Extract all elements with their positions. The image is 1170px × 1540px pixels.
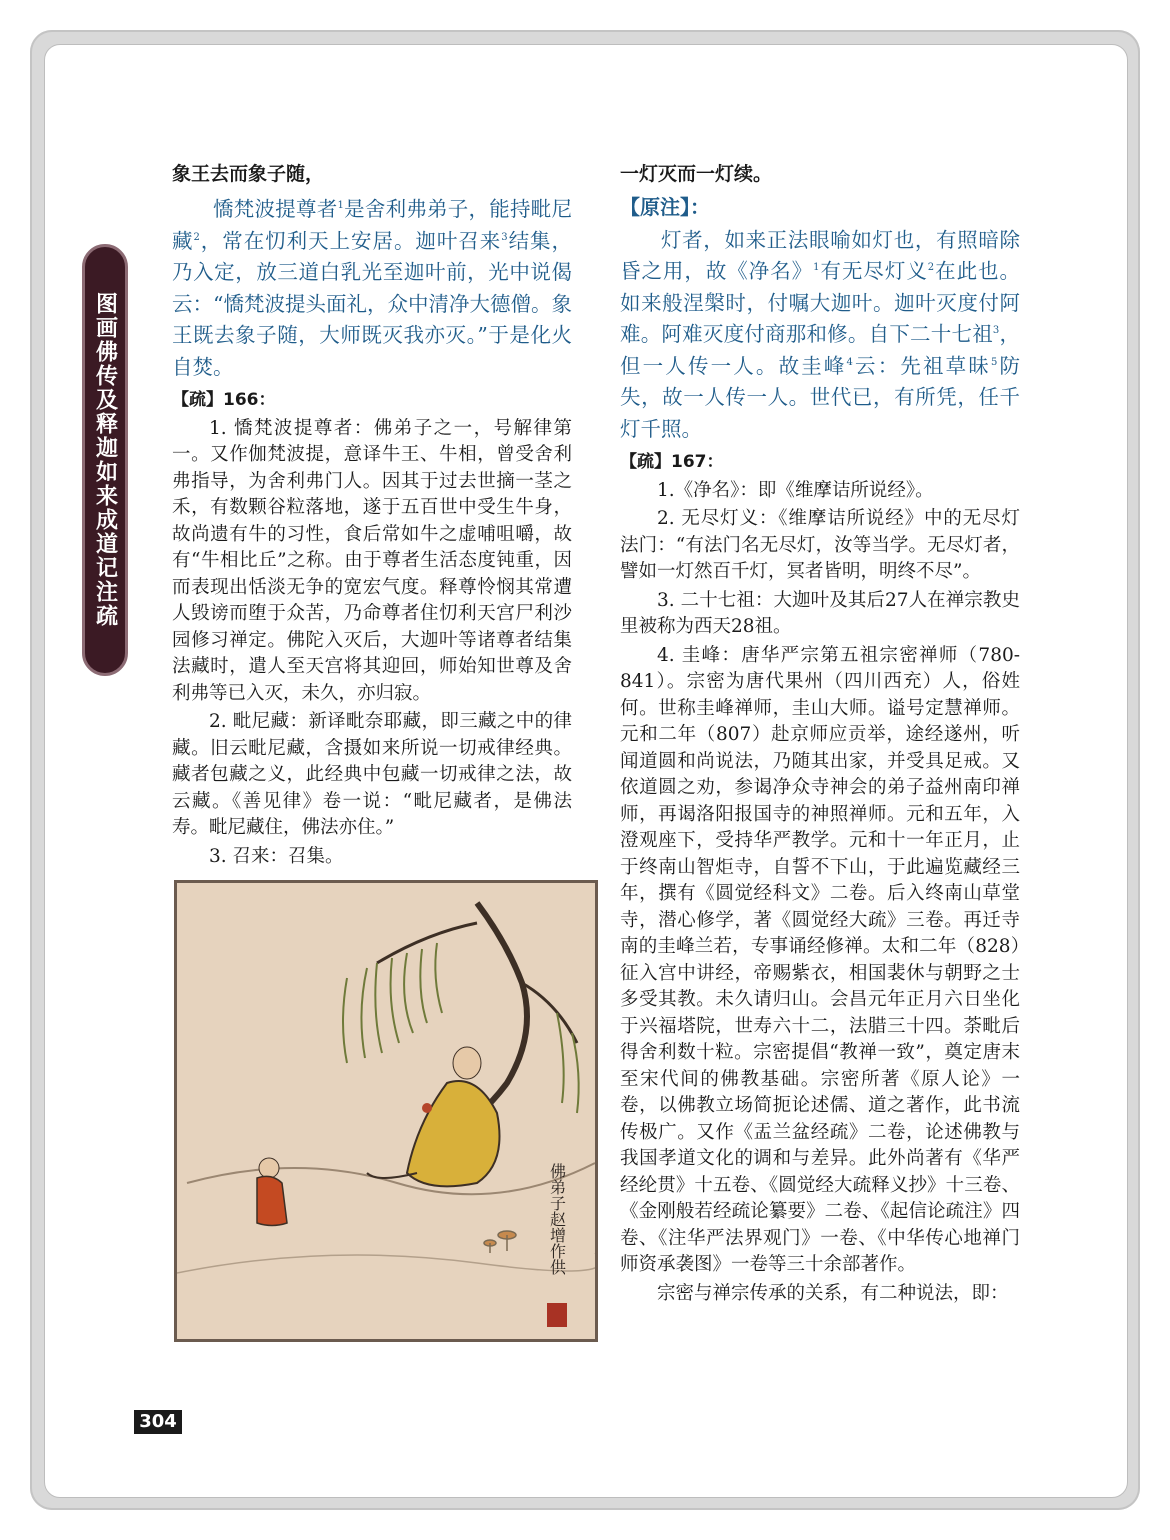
left-shu-label: 【疏】166： (172, 390, 276, 410)
right-verse: 一灯灭而一灯续。 (620, 163, 773, 185)
side-title-tab (82, 244, 128, 676)
right-shu-label: 【疏】167： (620, 452, 724, 472)
seal-stamp (547, 1303, 567, 1327)
right-note-5: 宗密与禅宗传承的关系，有二种说法，即： (657, 1282, 1009, 1304)
left-note-2: 2. 毗尼藏：新译毗奈耶藏，即三藏之中的律藏。旧云毗尼藏，含摄如来所说一切戒律经典。藏者包藏之义，此经典中包藏一切戒律之法，故云藏。《善见律》卷一说：“毗尼藏者，是佛法寿。毗尼藏住，佛法亦住。” (172, 711, 572, 838)
painting-illustration (177, 883, 595, 1339)
painting (174, 880, 598, 1342)
right-column (620, 160, 1020, 1309)
page-number: 304 (134, 1410, 182, 1434)
right-note-2: 2. 无尽灯义：《维摩诘所说经》中的无尽灯法门：“有法门名无尽灯，汝等当学。无尽灯者，譬如一灯然百千灯，冥者皆明，明终不尽”。 (620, 508, 1020, 582)
right-note-4: 4. 圭峰：唐华严宗第五祖宗密禅师（780-841）。宗密为唐代果州（四川西充）人，俗姓何。世称圭峰禅师，圭山大师。谥号定慧禅师。元和二年（807）赴京师应贡举，途经遂州，听闻道圆和尚说法，乃随其出家，并受具足戒。又依道圆之劝，参谒净众寺神会的弟子益州南印禅师，再谒洛阳报国寺的神照禅师。元和五年，入澄观座下，受持华严教学。元和十一年正月，止于终南山智炬寺，自誓不下山，于此遍览藏经三年，撰有《圆觉经科文》二卷。后入终南山草堂寺，潜心修学，著《圆觉经大疏》三卷。再迁寺南的圭峰兰若，专事诵经修禅。太和二年（828）征入宫中讲经，帝赐紫衣，相国裴休与朝野之士多受其教。未久请归山。会昌元年正月六日坐化于兴福塔院，世寿六十二，法腊三十四。荼毗后得舍利数十粒。宗密提倡“教禅一致”，奠定唐末至宋代间的佛教基础。宗密所著《原人论》一卷，以佛教立场简扼论述儒、道之著作，此书流传极广。又作《盂兰盆经疏》二卷，论述佛教与我国孝道文化的调和与差异。此外尚著有《华严经纶贯》十五卷、《圆觉经大疏释义抄》十三卷、《金刚般若经疏论纂要》二卷、《起信论疏注》四卷、《注华严法界观门》一卷、《中华传心地禅门师资承袭图》一卷等三十余部著作。 (620, 644, 1020, 1275)
side-title: 图画佛传及释迦如来成道记注疏 (92, 292, 118, 628)
left-verse: 象王去而象子随， (172, 163, 325, 185)
left-note-3: 3. 召来：召集。 (209, 845, 344, 867)
left-note-1: 1. 憍梵波提尊者：佛弟子之一，号解律第一。又作伽梵波提，意译牛王、牛相，曾受舍利弗指导，为舍利弗门人。因其于过去世摘一茎之禾，有数颗谷粒落地，遂于五百世中受生牛身，故尚遗有牛的习性，食后常如牛之虚哺咀嚼，故有“牛相比丘”之称。由于尊者生活态度钝重，因而表现出恬淡无争的宽宏气度。释尊怜悯其常遭人毁谤而堕于众苦，乃命尊者住忉利天宫尸利沙园修习禅定。佛陀入灭后，大迦叶等诸尊者结集法藏时，遣人至天宫将其迎回，师始知世尊及舍利弗等已入灭，未久，亦归寂。 (172, 417, 572, 704)
left-column (172, 160, 572, 872)
right-main-text: 灯者，如来正法眼喻如灯也，有照暗除昏之用，故《净名》$^1$有无尽灯义$^2$在此也。如来般涅槃时，付嘱大迦叶。迦叶灭度付阿难。阿难灭度付商那和修。自下二十七祖$^3$，但一人传一人。故圭峰$^4$云：先祖草昧$^5$防失，故一人传一人。世代已，有所凭，任千灯千照。 (620, 227, 1021, 441)
right-note-1: 1.《净名》：即《维摩诘所说经》。 (657, 479, 934, 501)
right-yuan-label: 【原注】： (620, 195, 710, 219)
painting-inscription: 佛弟子赵增作供 (547, 1163, 567, 1275)
right-note-3: 3. 二十七祖：大迦叶及其后27人在禅宗教史里被称为西天28祖。 (620, 589, 1020, 637)
left-main-text: 憍梵波提尊者$^1$是舍利弗弟子，能持毗尼藏$^2$，常在忉利天上安居。迦叶召来$^3$结集，乃入定，放三道白乳光至迦叶前，光中说偈云：“憍梵波提头面礼，众中清净大德僧。象王既去象子随，大师既灭我亦灭。”于是化火自焚。 (172, 197, 573, 379)
